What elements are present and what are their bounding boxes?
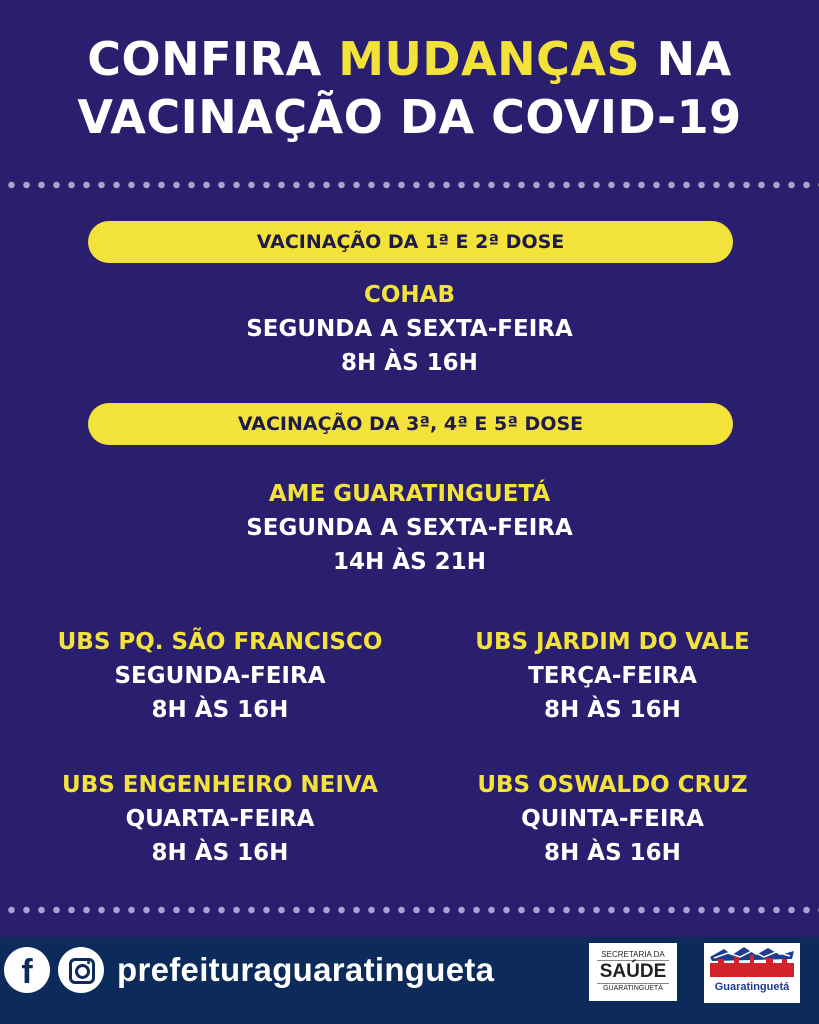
ame-schedule xyxy=(0,477,819,579)
cohab-schedule xyxy=(0,278,819,380)
location-days: TERÇA-FEIRA xyxy=(528,663,697,689)
location-hours: 8H ÀS 16H xyxy=(544,840,681,866)
instagram-lens-shape xyxy=(75,964,90,979)
ubs-oswaldo-cruz-schedule xyxy=(420,768,805,870)
secretaria-saude-logo xyxy=(589,943,677,1001)
title-word-na: NA xyxy=(656,32,732,86)
location-name: AME GUARATINGUETÁ xyxy=(268,481,551,507)
city-name: Guaratinguetá xyxy=(714,981,790,993)
dotted-divider-top xyxy=(0,181,819,189)
logo-line-1: SECRETARIA DA xyxy=(597,950,669,961)
location-days: SEGUNDA A SEXTA-FEIRA xyxy=(246,515,573,541)
title-highlight: MUDANÇAS xyxy=(338,32,641,86)
instagram-icon[interactable] xyxy=(58,947,104,993)
facebook-icon[interactable]: f xyxy=(4,947,50,993)
location-hours: 8H ÀS 16H xyxy=(151,697,289,723)
location-hours: 8H ÀS 16H xyxy=(341,350,478,376)
location-days: SEGUNDA A SEXTA-FEIRA xyxy=(246,316,573,342)
ubs-jardim-do-vale-schedule xyxy=(420,625,805,727)
social-handle[interactable]: prefeituraguaratingueta xyxy=(117,951,495,988)
dotted-divider-bottom xyxy=(0,906,819,914)
guaratingueta-city-logo xyxy=(704,943,800,1003)
location-hours: 8H ÀS 16H xyxy=(544,697,681,723)
location-days: SEGUNDA-FEIRA xyxy=(114,663,326,689)
location-hours: 14H ÀS 21H xyxy=(333,549,486,575)
location-name: UBS JARDIM DO VALE xyxy=(475,629,750,655)
ubs-engenheiro-neiva-schedule xyxy=(20,768,420,870)
title-line-2: VACINAÇÃO DA COVID-19 xyxy=(77,90,742,144)
location-name: UBS OSWALDO CRUZ xyxy=(477,772,748,798)
logo-line-2: SAÚDE xyxy=(599,961,667,982)
location-days: QUINTA-FEIRA xyxy=(521,806,704,832)
location-days: QUARTA-FEIRA xyxy=(125,806,315,832)
page-title xyxy=(0,30,819,146)
location-name: UBS ENGENHEIRO NEIVA xyxy=(62,772,378,798)
dose-3-4-5-banner: VACINAÇÃO DA 3ª, 4ª E 5ª DOSE xyxy=(88,403,733,445)
title-word-confira: CONFIRA xyxy=(87,32,322,86)
location-hours: 8H ÀS 16H xyxy=(151,840,289,866)
instagram-flash-shape xyxy=(87,961,90,964)
dose-1-2-banner: VACINAÇÃO DA 1ª E 2ª DOSE xyxy=(88,221,733,263)
title-line-1 xyxy=(0,30,819,88)
ubs-sao-francisco-schedule xyxy=(20,625,420,727)
footer-bar xyxy=(0,937,819,1024)
location-name: UBS PQ. SÃO FRANCISCO xyxy=(57,629,383,655)
logo-line-3: GUARATINGUETÁ xyxy=(597,983,669,993)
city-skyline-icon xyxy=(704,943,800,983)
location-name: COHAB xyxy=(363,282,455,308)
